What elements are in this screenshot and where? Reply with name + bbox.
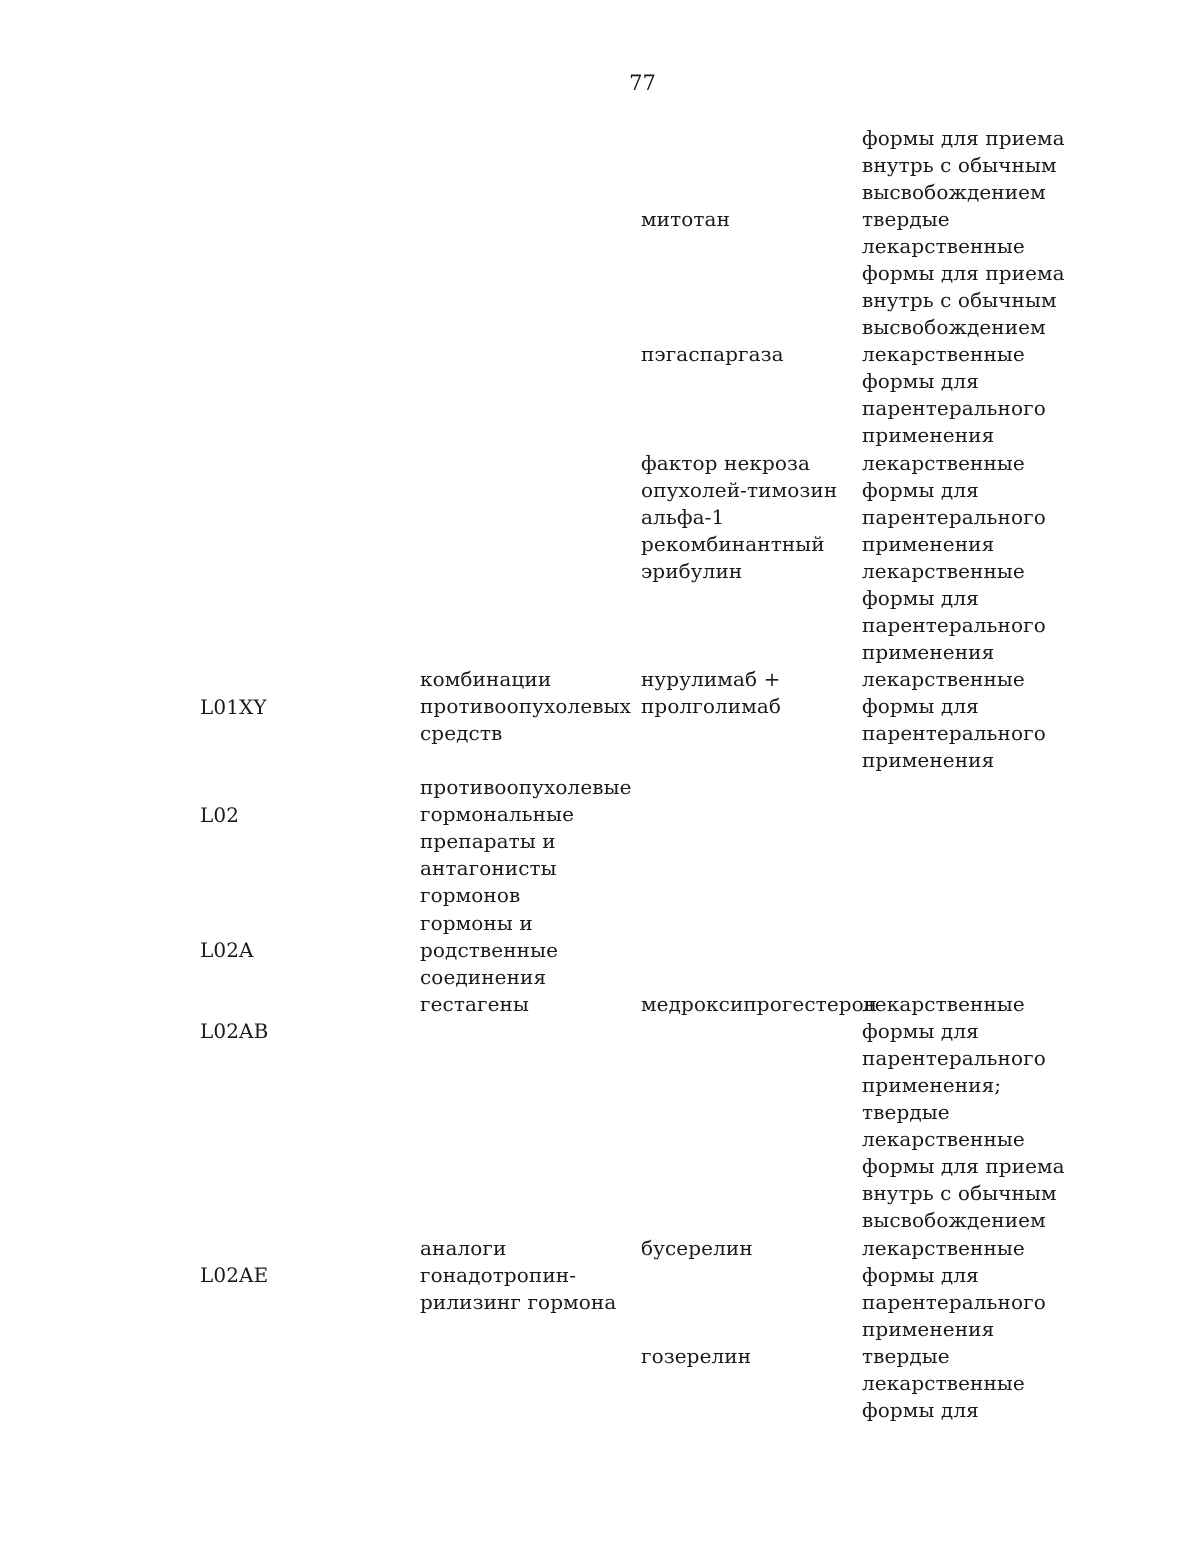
atc-code-cell: L02AE <box>200 1263 269 1287</box>
drug-name-cell: гозерелин <box>641 1344 752 1368</box>
group-name-cell: гормоны и родственные соединения <box>420 911 559 989</box>
form-cell: твердые лекарственные формы для <box>862 1344 1025 1422</box>
drug-name-cell: пэгаспаргаза <box>641 342 784 366</box>
atc-code-cell: L01XY <box>200 695 267 719</box>
drug-name-cell: фактор некроза опухолей-тимозин альфа-1 рекомбинантный <box>641 451 838 556</box>
page-number: 77 <box>629 71 656 95</box>
form-cell: твердые лекарственные формы для приема внутрь с обычным высвобождением <box>862 207 1065 339</box>
drug-name-cell: бусерелин <box>641 1236 753 1260</box>
group-name-cell: противоопухолевые гормональные препараты и антагонисты гормонов <box>420 775 632 907</box>
group-name-cell: аналоги гонадотропин- рилизинг гормона <box>420 1236 617 1314</box>
form-cell: лекарственные формы для парентерального применения <box>862 667 1046 772</box>
drug-name-cell: эрибулин <box>641 559 743 583</box>
atc-code-cell: L02AB <box>200 1019 269 1043</box>
form-cell: формы для приема внутрь с обычным высвобождением <box>862 126 1065 204</box>
atc-code-cell: L02A <box>200 938 254 962</box>
drug-name-cell: митотан <box>641 207 731 231</box>
group-name-cell: гестагены <box>420 992 529 1016</box>
atc-code-cell: L02 <box>200 803 240 827</box>
form-cell: лекарственные формы для парентерального применения; твердые лекарственные формы для приема внутрь с обычным высвобождением <box>862 992 1065 1232</box>
drug-name-cell: медроксипрогестерон <box>641 992 878 1016</box>
form-cell: лекарственные формы для парентерального применения <box>862 342 1046 447</box>
form-cell: лекарственные формы для парентерального применения <box>862 1236 1046 1341</box>
form-cell: лекарственные формы для парентерального применения <box>862 451 1046 556</box>
form-cell: лекарственные формы для парентерального применения <box>862 559 1046 664</box>
group-name-cell: комбинации противоопухолевых средств <box>420 667 632 745</box>
drug-name-cell: нурулимаб + пролголимаб <box>641 667 782 718</box>
